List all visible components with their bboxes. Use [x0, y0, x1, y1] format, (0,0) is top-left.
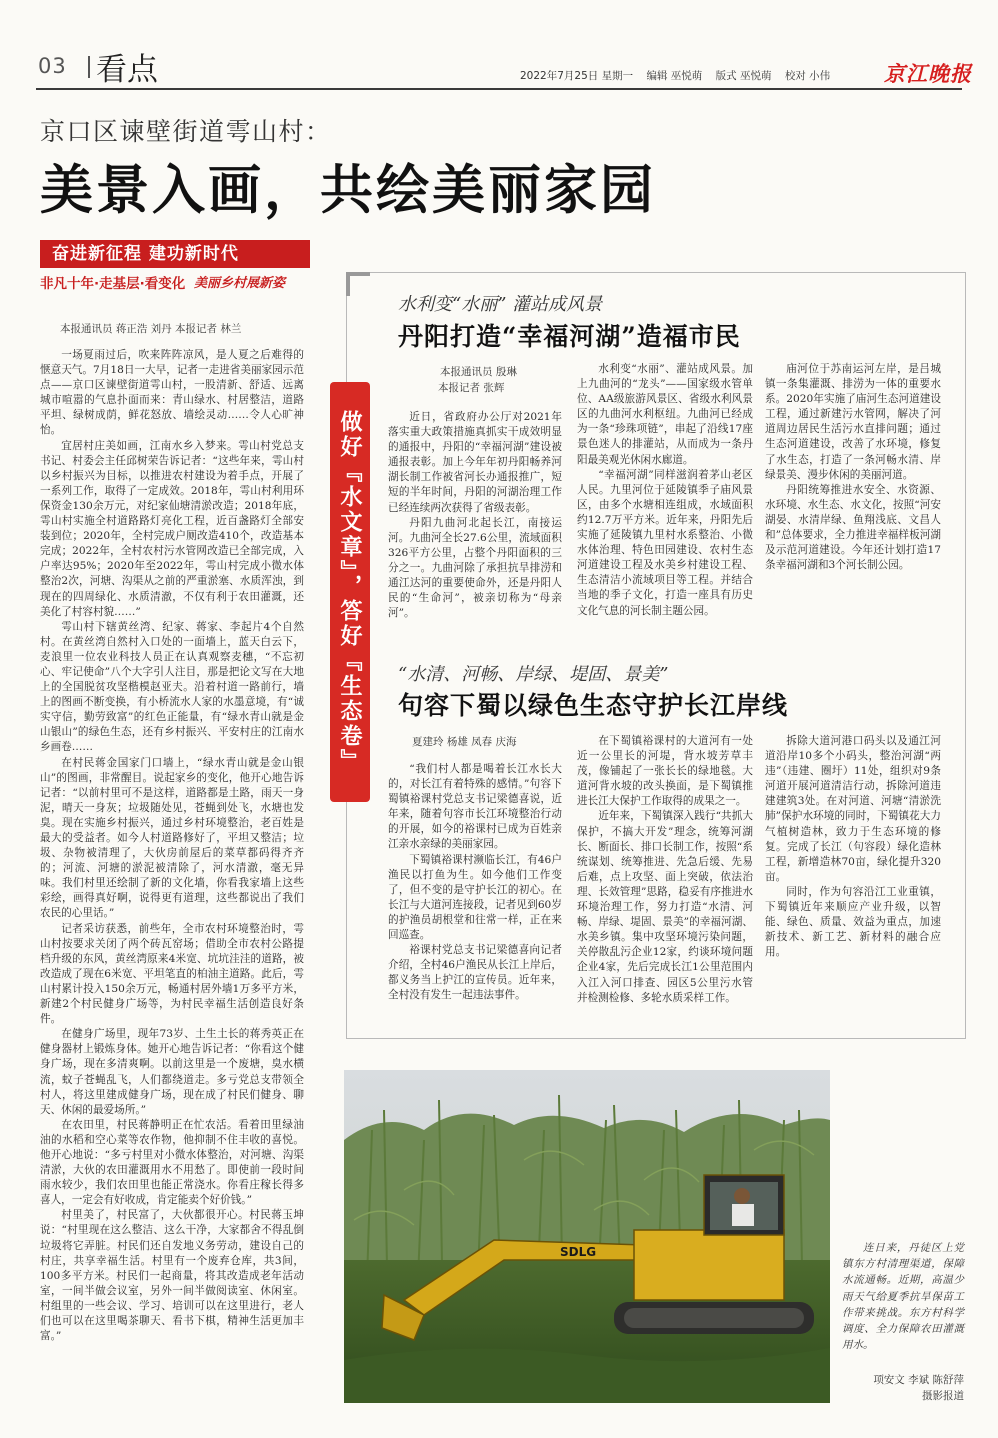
main-paragraph: 一场夏雨过后，吹来阵阵凉风，是人夏之后难得的惬意天气。7月18日一大早，记者一走进省美丽家园示范点——京口区谏壁街道雩山村，一股清新、舒适、远离城市喧嚣的气息扑面而来：青山绿水、村居整洁，道路平坦、绿树成荫，鲜花怒放、墙绘灵动……令人心旷神怡。 [40, 349, 304, 437]
article2-col-1 [388, 410, 562, 646]
page-number: 03 [38, 54, 67, 78]
article3-byline: 夏建玲 杨雄 凤春 庆海 [412, 736, 517, 748]
campaign-banner: 奋进新征程 建功新时代 [40, 240, 310, 268]
main-kicker: 京口区谏壁街道雩山村： [40, 117, 332, 146]
excavator-photo [344, 1070, 830, 1403]
header-divider [88, 56, 90, 78]
main-paragraph: 雩山村下辖黄丝湾、纪家、蒋家、李起片4个自然村。在黄丝湾自然村入口处的一面墙上，蓝天白云下，麦浪里一位农业科技人员正在认真观察麦穗，“不忘初心、牢记使命”八个大字引人注目，那是把论文写在大地上的全国脱贫攻坚楷模赵亚夫。沿着村道一路前行，墙上的图画不断变换，有小桥流水人家的水墨意境，有“诚实守信，勤劳致富”的红色正能量，有“绿水青山就是金山银山”的绿色生态，还有乡村振兴、平安村庄的江南水乡画卷…… [40, 620, 304, 754]
main-paragraph: 在村民蒋金国家门口墙上，“绿水青山就是金山银山”的图画，非常醒目。说起家乡的变化，他开心地告诉记者：“以前村里可不是这样，道路都是土路，雨天一身泥，晴天一身灰；垃圾随处见，苍蝇到处飞，水塘也发臭。现在实施乡村振兴，通过乡村环境整治，老百姓是最大的受益者。如今人村道路修好了，平坦又整洁；垃圾、杂物被清理了，大伙房前屋后的菜草都码得齐齐的；河流、河塘的淤泥被清除了，河水清澈，毫无异味。我们村里还绘制了新的文化墙，你看我家墙上这些彩绘，画得真好啊，说得更有道理，这些都说出了我们农民的心里话。” [40, 756, 304, 920]
article3-kicker: “水清、河畅、岸绿、堤固、景美” [398, 664, 669, 685]
layout-credit: 版式 巫悦萌 [715, 70, 772, 82]
main-headline: 美景入画，共绘美丽家园 [40, 159, 656, 221]
campaign-subbanner: 非凡十年·走基层·看变化 [40, 276, 186, 292]
photo-credit [842, 1372, 964, 1404]
article2-col-3 [765, 362, 941, 646]
side-banner: 做好『水文章』，答好『生态卷』 [330, 382, 370, 802]
feature-box-corner [346, 272, 370, 296]
article2-byline-2: 本报记者 张辉 [438, 382, 505, 394]
news-photo [344, 1070, 830, 1403]
photo-credit-label: 摄影报道 [922, 1390, 964, 1402]
article3-paragraph: 拆除大道河港口码头以及通江河道沿岸10多个小码头，整治河湖“两违”（违建、圈圩）11处，组织对9条河道开展河道清洁行动，拆除河道违建建筑3处。在对河道、河塘“清淤洗肺”保护水环境的同时，下蜀镇花大力气植树造林，致力于生态环境的修复。完成了长江（句容段）绿化造林工程，新增造林70亩，绿化提升320亩。 [765, 735, 941, 883]
article3-paragraph: 裕课村党总支书记梁德喜向记者介绍，全村46户渔民从长江上岸后，都义务当上护江的宣传员。近年来，全村没有发生一起违法事件。 [388, 944, 562, 1002]
article3-paragraph: 同时，作为句容沿江工业重镇，下蜀镇近年来顺应产业升级，以智能、绿色、质量、效益为重点，加速新技术、新工艺、新材料的融合应用。 [765, 885, 941, 959]
header-rule [36, 88, 962, 90]
section-title: 看点 [96, 52, 158, 88]
article3-paragraph: 在下蜀镇裕课村的大道河有一处近一公里长的河堤，背水坡芳草丰茂，像铺起了一张长长的绿地毯。大道河背水坡的改头换面，是下蜀镇推进长江大保护工作取得的成果之一。 [577, 735, 753, 808]
article2-title: 丹阳打造“幸福河湖”造福市民 [398, 322, 741, 351]
photo-credit-names: 项安文 李斌 陈舒萍 [873, 1374, 964, 1386]
article3-col-2 [577, 734, 753, 1034]
newspaper-logo: 京江晚报 [884, 61, 972, 86]
article2-paragraph: 庙河位于苏南运河左岸，是吕城镇一条集灌溉、排涝为一体的重要水系。2020年实施了庙河生态河道建设工程，通过新建污水管网，解决了河道周边居民生活污水直排问题；通过生态河道建设，改善了水环境，修复了水生态，打造了一条河畅水清、岸绿景美、漫步休闲的美丽河道。 [765, 363, 941, 481]
article2-paragraph: 近日，省政府办公厅对2021年落实重大政策措施真抓实干成效明显的通报中，丹阳的“幸福河湖”建设被通报表彰。加上今年年初丹阳畅养河湖长制工作被省河长办通报推广，短短的半年时间，丹阳的河湖治理工作已经连续两次获得了省级表彰。 [388, 411, 562, 514]
editor-credit: 编辑 巫悦萌 [646, 70, 703, 82]
main-paragraph: 记者采访获悉，前些年，全市农村环境整治时，雩山村按要求关闭了两个砖瓦窑场；借助全市农村公路提档升级的东风，黄丝湾原来4米宽、坑坑洼洼的道路，被改造成了现在6米宽、平坦笔直的柏油主道路。此后，雩山村累计投入150余万元，畅通村居外墙1万多平方米，新建2个村民健身广场等，为村民幸福生活创造良好条件。 [40, 922, 304, 1026]
article3-title: 句容下蜀以绿色生态守护长江岸线 [398, 691, 789, 720]
article3-col-1 [388, 762, 562, 1034]
excavator-brand-text: SDLG [560, 1245, 597, 1259]
campaign-tag: 美丽乡村展新姿 [194, 276, 286, 291]
main-byline: 本报通讯员 蒋正浩 刘丹 本报记者 林兰 [60, 323, 242, 335]
article3-paragraph: 下蜀镇裕课村濒临长江，有46户渔民以打鱼为生。如今他们工作变了，但不变的是守护长江的初心。在长江与大道河连接段，记者见到60岁的护渔员胡根堂和往常一样，正在来回巡查。 [388, 853, 562, 942]
header-meta [520, 68, 840, 83]
article2-byline-1: 本报通讯员 殷琳 [440, 366, 517, 378]
main-paragraph: 在健身广场里，现年73岁、土生土长的蒋秀英正在健身器材上锻炼身体。她开心地告诉记者：“你看这个健身广场，现在多清爽啊。以前这里是一个废塘，臭水横流，蚊子苍蝇乱飞，人们都绕道走。多亏党总支带领全村人，将这里建成健身广场，现在成了村民们健身、聊天、休闲的最爱场所。” [40, 1028, 304, 1116]
article2-paragraph: “幸福河湖”同样滋润着茅山老区人民。九里河位于延陵镇季子庙风景区，由多个水塘相连组成，水域面积约12.7万平方米。近年来，丹阳先后实施了延陵镇九里村水系整治、小微水体治理、特色田园建设、农村生态河道建设工程及水美乡村建设工程、生态清洁小流域项目等工程。并结合当地的季子文化，打造一座具有历史文化气息的河长制主题公园。 [577, 468, 753, 617]
issue-date: 2022年7月25日 星期一 [520, 70, 634, 82]
proofreader-credit: 校对 小伟 [784, 70, 831, 82]
photo-caption [842, 1240, 964, 1353]
article3-paragraph: “我们村人都是喝着长江水长大的，对长江有着特殊的感情。”句容下蜀镇裕课村党总支书记梁德喜说，近年来，随着句容市长江环境整治行动的开展，如今的裕课村已成为百姓亲江亲水亲绿的美丽家园。 [388, 763, 562, 851]
caption-text: 连日来，丹徒区上党镇东方村清理渠道，保障水流通畅。近期，高温少雨天气给夏季抗旱保苗工作带来挑战。东方村科学调度、全力保障农田灌溉用水。 [842, 1242, 964, 1352]
main-paragraph: 宜居村庄美如画，江南水乡入梦来。雩山村党总支书记、村委会主任邱树荣告诉记者：“这些年来，雩山村以乡村振兴为目标，以推进农村建设为着手点，开展了一系列工作，取得了一定成效。2018年，雩山村利用环保资金130余万元，对纪家仙塘清淤改造；2018年底，雩山村实施全村道路路灯亮化工程，近百盏路灯全部安装到位；2020年，全村完成户厕改造410个，改造基本完成；2022年，全村农村污水管网改造已全部完成，入户率达95%；2020年至2022年，雩山村完成小微水体整治2次，河塘、沟渠从之前的严重淤塞、水质浑浊，到现在的四周绿化、水质清澈，不仅有利于农田灌溉，还美化了村容村貌……” [40, 439, 304, 618]
article2-col-2 [577, 362, 753, 646]
article2-paragraph: 水利变“水丽”、灌站成风景。加上九曲河的“龙头”——国家级水管单位、AA级旅游风景区、省级水利风景区的九曲河水利枢纽。九曲河已经成为一条“珍珠项链”，串起了沿线17座景色迷人的排灌站，从而成为一条丹阳最美观光休闲水廊道。 [577, 363, 753, 466]
article2-paragraph: 丹阳统筹推进水安全、水资源、水环境、水生态、水文化，按照“河安湖晏、水清岸绿、鱼翔浅底、文昌人和”总体要求，全力推进幸福样板河湖及示范河道建设。今年还计划打造17条幸福河湖和3个河长制公园。 [765, 483, 941, 572]
main-paragraph: 村里美了，村民富了，大伙都很开心。村民蒋玉坤说：“村里现在这么整洁、这么干净，大家都舍不得乱倒垃圾将它弄脏。村民们还自发地义务劳动，建设自己的村庄，共享幸福生活。村里有一个废弃仓库，共3间，100多平方米。村民们一起商量，将其改造成老年活动室，一间半做会议室，另外一间半做阅读室、休闲室。村组里的一些会议、学习、培训可以在这里进行，老人们也可以在这里喝茶聊天、看书下棋，精神生活更加丰富。” [40, 1209, 304, 1343]
article2-paragraph: 丹阳九曲河北起长江，南接运河。九曲河全长27.6公里，流域面积326平方公里，占整个丹阳面积的三分之一。九曲河除了承担抗旱排涝和通江达河的重要使命外，还是丹阳人民的“生命河”，被亲切称为“母亲河”。 [388, 516, 562, 620]
article3-col-3 [765, 734, 941, 1034]
main-paragraph: 在农田里，村民蒋静明正在忙农活。看着田里绿油油的水稻和空心菜等农作物，他抑制不住丰收的喜悦。他开心地说：“多亏村里对小微水体整治，对河塘、沟渠清淤，大伙的农田灌溉用水不用愁了。即使前一段时间雨水较少，我们农田里也能正常浇水。你看庄稼长得多喜人，一定会有好收成，肯定能卖个好价钱。” [40, 1118, 304, 1207]
article2-kicker: 水利变“水丽” 灌站成风景 [398, 294, 603, 315]
article3-paragraph: 近年来，下蜀镇深入践行“共抓大保护，不搞大开发”理念，统筹河湖长、断面长、排口长制工作，按照“系统谋划、统筹推进、先急后缓、先易后难，点上攻坚、面上突破，依法治理、长效管理”思路，稳妥有序推进水环境治理工作，努力打造“水清、河畅、岸绿、堤固、景美”的幸福河湖、水美乡镇。集中攻坚环境污染问题，关停散乱污企业12家，约谈环境问题企业4家，先后完成长江1公里范围内入江入河口排查、园区5公里污水管并检测检修、多轮水质采样工作。 [577, 810, 753, 1004]
main-article-body [40, 348, 304, 1408]
